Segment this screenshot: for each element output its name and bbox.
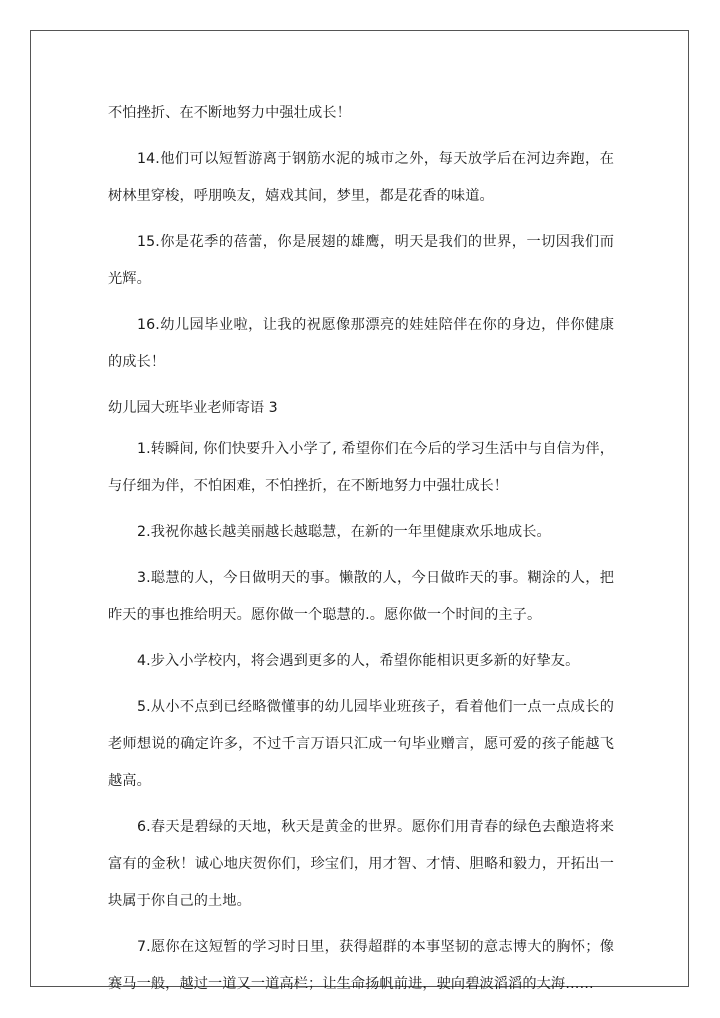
paragraph: 5.从小不点到已经略微懂事的幼儿园毕业班孩子，看着他们一点一点成长的老师想说的确定许多，不过千言万语只汇成一句毕业赠言，愿可爱的孩子能越飞越高。 [108, 699, 614, 789]
section-title: 幼儿园大班毕业老师寄语 3 [108, 400, 278, 416]
paragraph: 1.转瞬间, 你们快要升入小学了, 希望你们在今后的学习生活中与自信为伴，与仔细为伴，不怕困难，不怕挫折，在不断地努力中强壮成长！ [108, 441, 614, 494]
paragraph: 3.聪慧的人，今日做明天的事。懒散的人，今日做昨天的事。糊涂的人，把昨天的事也推给明天。愿你做一个聪慧的.。愿你做一个时间的主子。 [108, 570, 614, 623]
paragraph: 14.他们可以短暂游离于钢筋水泥的城市之外，每天放学后在河边奔跑，在树林里穿梭，呼朋唤友，嬉戏其间，梦里，都是花香的味道。 [108, 151, 614, 204]
paragraph: 15.你是花季的蓓蕾，你是展翅的雄鹰，明天是我们的世界，一切因我们而光辉。 [108, 234, 614, 287]
paragraph: 6.春天是碧绿的天地，秋天是黄金的世界。愿你们用青春的绿色去酿造将来富有的金秋！诚心地庆贺你们，珍宝们，用才智、才情、胆略和毅力，开拓出一块属于你自己的土地。 [108, 819, 614, 909]
paragraph: 16.幼儿园毕业啦，让我的祝愿像那漂亮的娃娃陪伴在你的身边，伴你健康的成长！ [108, 317, 614, 370]
paragraph: 7.愿你在这短暂的学习时日里，获得超群的本事坚韧的意志博大的胸怀；像赛马一般，越过一道又一道高栏；让生命扬帆前进，驶向碧波滔滔的大海…… [108, 939, 614, 992]
paragraph: 不怕挫折、在不断地努力中强壮成长！ [108, 105, 351, 121]
paragraph: 4.步入小学校内，将会遇到更多的人，希望你能相识更多新的好挚友。 [137, 653, 580, 669]
document-body [108, 95, 614, 1003]
paragraph: 2.我祝你越长越美丽越长越聪慧，在新的一年里健康欢乐地成长。 [137, 524, 551, 540]
